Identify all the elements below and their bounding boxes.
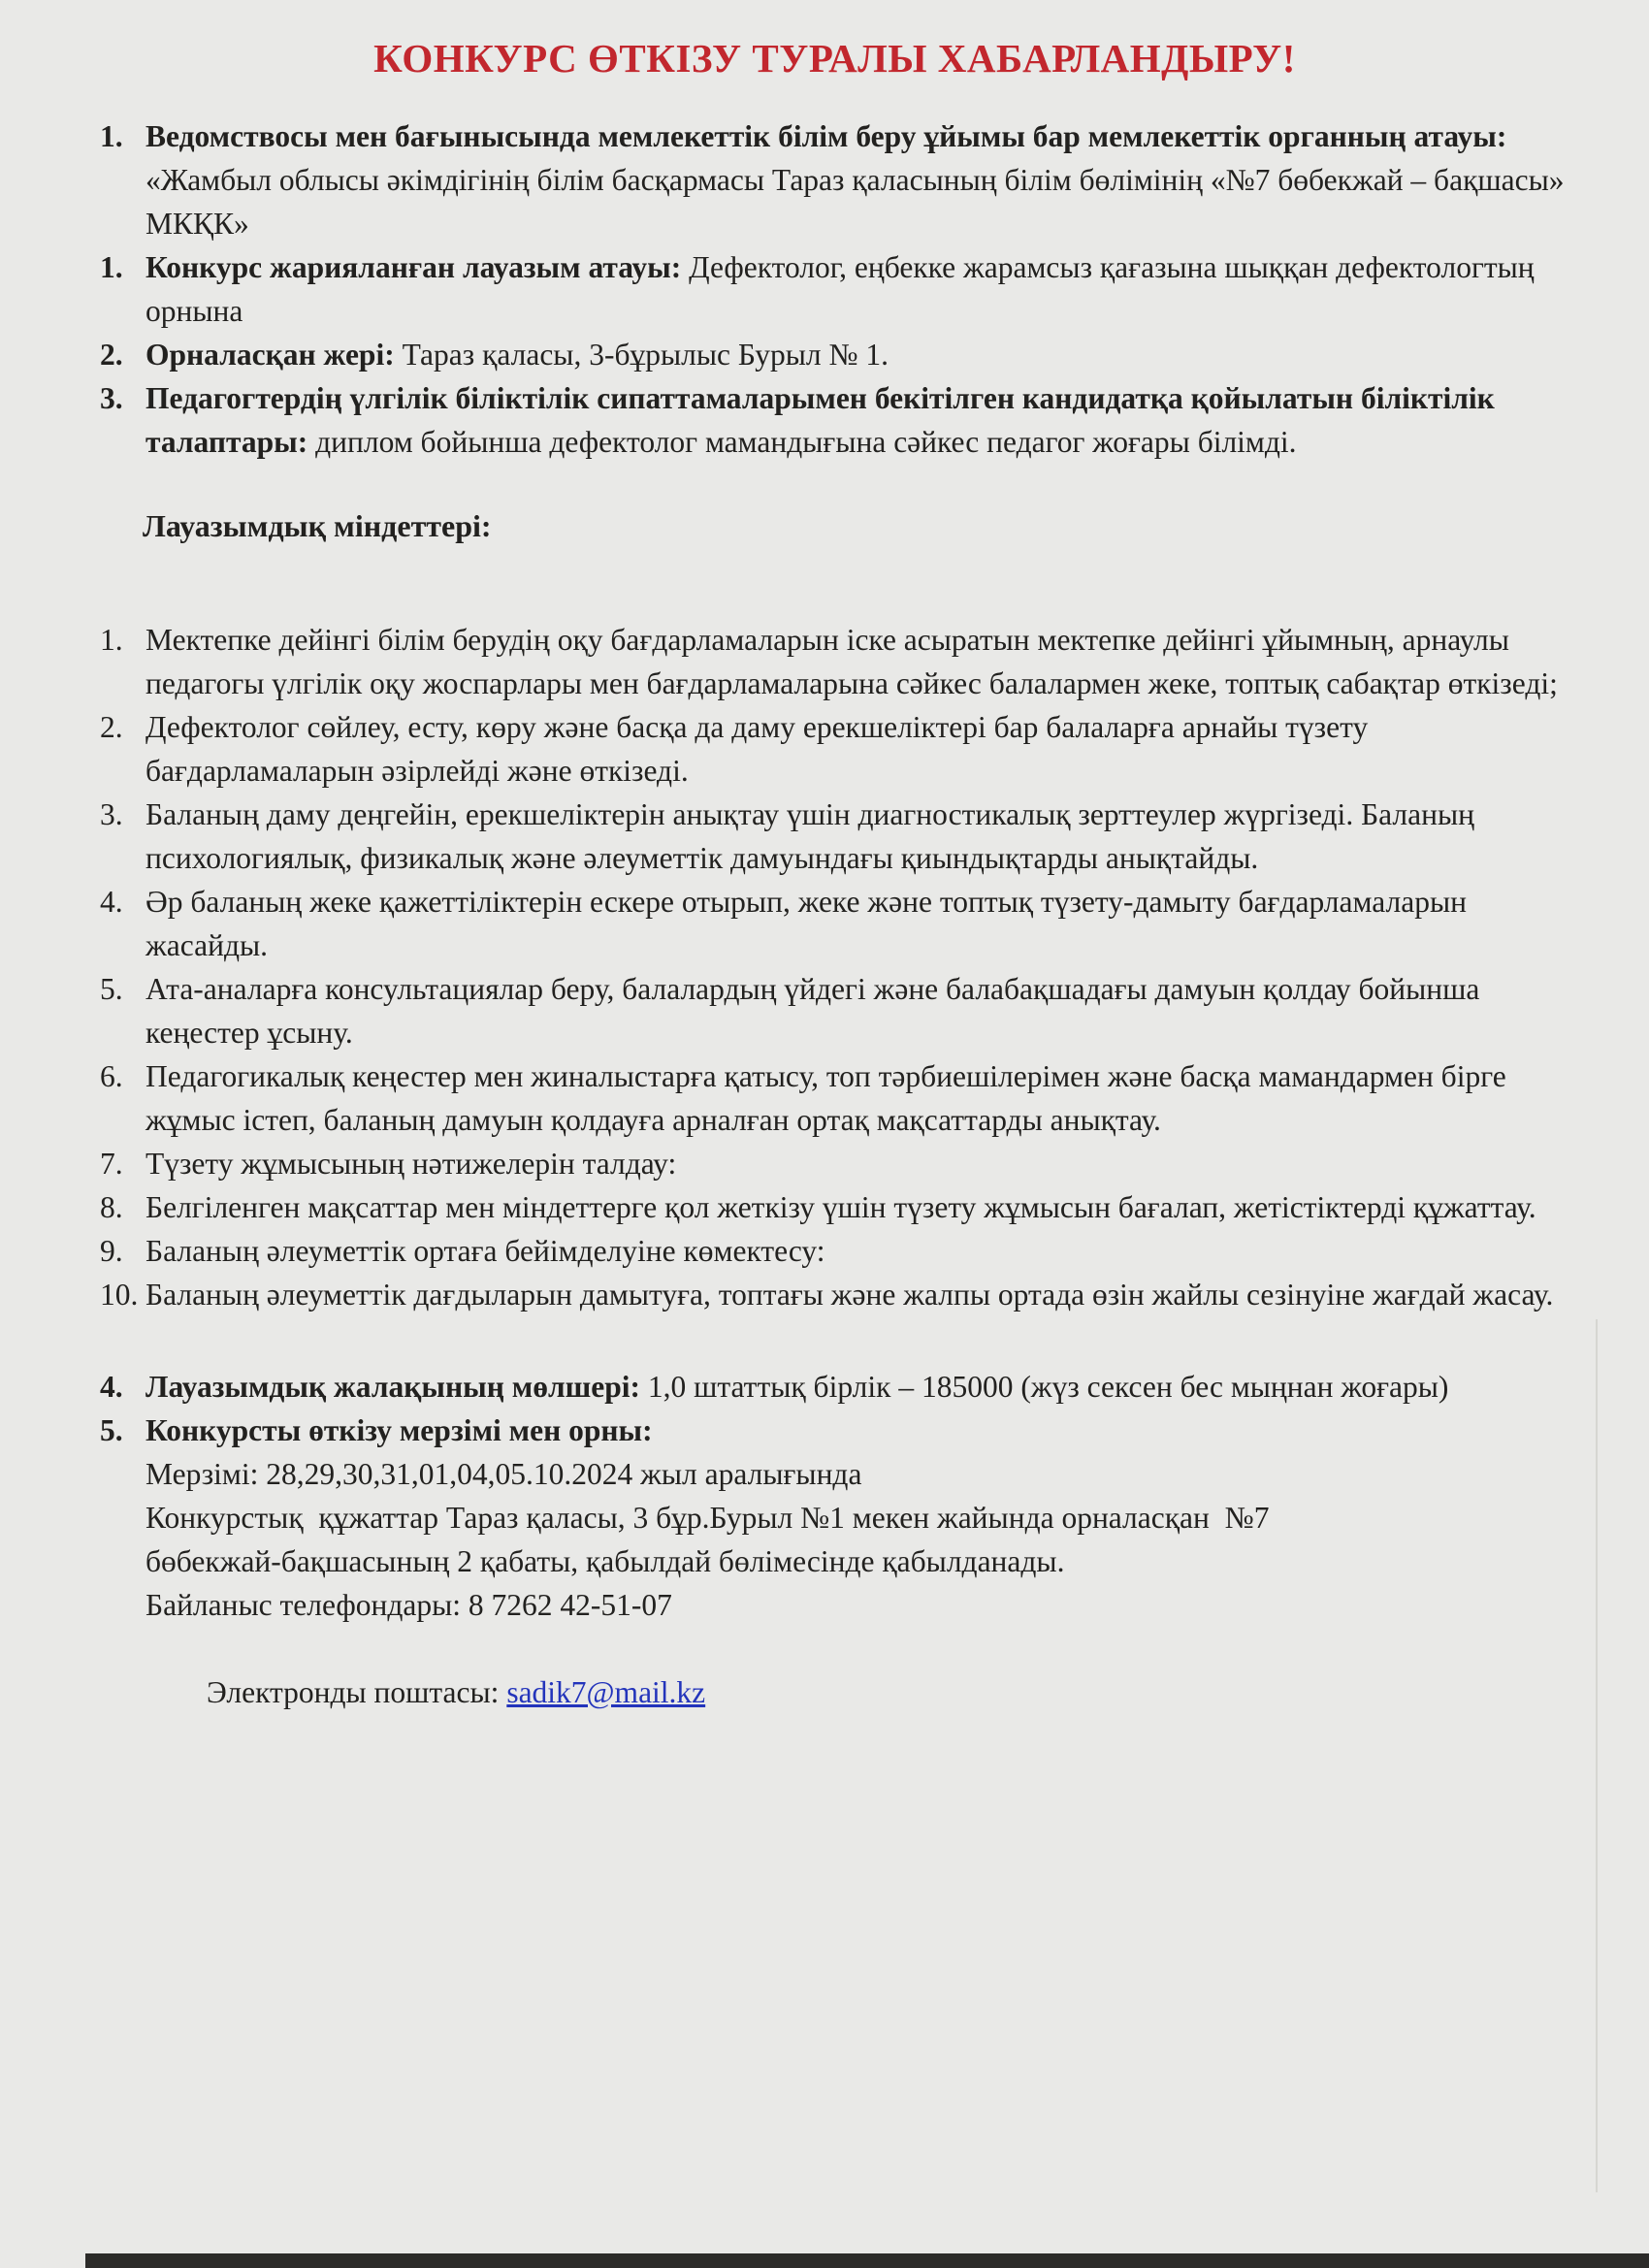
intro-item-location — [100, 333, 1569, 376]
item-text: Орналасқан жері: Тараз қаласы, 3-бұрылыс Бурыл № 1. — [146, 338, 889, 372]
item-number: 1. — [100, 119, 123, 153]
detail-line-email — [146, 1627, 1569, 1758]
item-text: Конкурсты өткізу мерзімі мен орны: — [146, 1413, 653, 1447]
email-link[interactable]: sadik7@mail.kz — [506, 1675, 706, 1709]
detail-line-address-1: Конкурстық құжаттар Тараз қаласы, 3 бұр.Бурыл №1 мекен жайында орналасқан №7 — [146, 1501, 1270, 1535]
duty-item: 2. Дефектолог сөйлеу, есту, көру және басқа да даму ерекшеліктері бар балаларға арнайы түзету бағдарламаларын әзірлейді және өткізеді. — [100, 710, 1369, 788]
page-title: КОНКУРС ӨТКІЗУ ТУРАЛЫ ХАБАРЛАНДЫРУ! — [373, 36, 1296, 81]
bottom-section — [100, 1365, 1569, 1758]
item-text: Лауазымдық жалақының мөлшері: 1,0 штаттық бірлік – 185000 (жүз сексен бес мыңнан жоғары) — [146, 1370, 1449, 1404]
schedule-item — [100, 1409, 1569, 1452]
duty-item: 7. Түзету жұмысының нәтижелерін талдау: — [100, 1147, 677, 1181]
item-number: 1. — [100, 250, 123, 284]
contest-details — [146, 1452, 1569, 1758]
intro-item-requirements — [100, 376, 1569, 464]
item-text: Педагогтердің үлгілік біліктілік сипаттамаларымен бекітілген кандидатқа қойылатын біліктілік талаптары: диплом бойынша дефектолог мамандығына сәйкес педагог жоғары білімді. — [146, 381, 1495, 459]
salary-item — [100, 1365, 1569, 1409]
duty-item: 5. Ата-аналарға консультациялар беру, балалардың үйдегі және балабақшадағы дамуын қолдау бойынша кеңестер ұсыну. — [100, 972, 1480, 1050]
intro-item-agency — [100, 114, 1569, 245]
duty-item: 1. Мектепке дейінгі білім берудің оқу бағдарламаларын іске асыратын мектепке дейінгі ұйымның, арнаулы педагогы үлгілік оқу жоспарлары мен бағдарламаларына сәйкес балалармен жеке, топтық сабақтар өткізеді; — [100, 623, 1558, 700]
document-page — [100, 27, 1569, 1758]
duty-item: 4. Әр баланың жеке қажеттіліктерін ескере отырып, жеке және топтық түзету-дамыту бағдарламаларын жасайды. — [100, 885, 1467, 962]
item-number: 4. — [100, 1370, 123, 1404]
intro-item-position — [100, 245, 1569, 333]
duty-item: 9. Баланың әлеуметтік ортаға бейімделуіне көмектесу: — [100, 1234, 825, 1268]
item-number: 2. — [100, 338, 123, 372]
item-number: 3. — [100, 381, 123, 415]
duty-item: 6. Педагогикалық кеңестер мен жиналыстарға қатысу, топ тәрбиешілерімен және басқа мамандармен бірге жұмыс істеп, баланың дамуын қолдауға арналған ортақ мақсаттарды анықтау. — [100, 1059, 1506, 1137]
duty-item: 3. Баланың даму деңгейін, ерекшеліктерін анықтау үшін диагностикалық зерттеулер жүргізеді. Баланың психологиялық, физикалық және әлеуметтік дамуындағы қиындықтарды анықтайды. — [100, 797, 1474, 875]
intro-list — [100, 114, 1569, 464]
detail-line-dates: Мерзімі: 28,29,30,31,01,04,05.10.2024 жыл аралығында — [146, 1457, 862, 1491]
item-number: 5. — [100, 1413, 123, 1447]
duties-list — [100, 618, 1569, 1316]
duty-item: 10. Баланың әлеуметтік дағдыларын дамытуға, топтағы және жалпы ортада өзін жайлы сезінуіне жағдай жасау. — [100, 1278, 1554, 1312]
detail-line-address-2: бөбекжай-бақшасының 2 қабаты, қабылдай бөлімесінде қабылданады. — [146, 1544, 1065, 1578]
email-label: Электронды поштасы: — [207, 1675, 507, 1709]
scan-edge-artifact — [85, 2253, 1649, 2268]
item-text: Конкурс жарияланған лауазым атауы: Дефектолог, еңбекке жарамсыз қағазына шыққан дефектологтың орнына — [146, 250, 1535, 328]
detail-line-phone: Байланыс телефондары: 8 7262 42-51-07 — [146, 1588, 672, 1622]
scan-artifact-line — [1596, 1319, 1598, 2192]
duties-heading: Лауазымдық міндеттері: — [143, 508, 492, 543]
item-text: Ведомствосы мен бағынысында мемлекеттік білім беру ұйымы бар мемлекеттік органның атауы: «Жамбыл облысы әкімдігінің білім басқармасы Тараз қаласының білім бөлімінің «№7 бөбекжай – бақшасы» МКҚК» — [146, 119, 1565, 241]
duty-item: 8. Белгіленген мақсаттар мен міндеттерге қол жеткізу үшін түзету жұмысын бағалап, жетістіктерді құжаттау. — [100, 1190, 1536, 1224]
